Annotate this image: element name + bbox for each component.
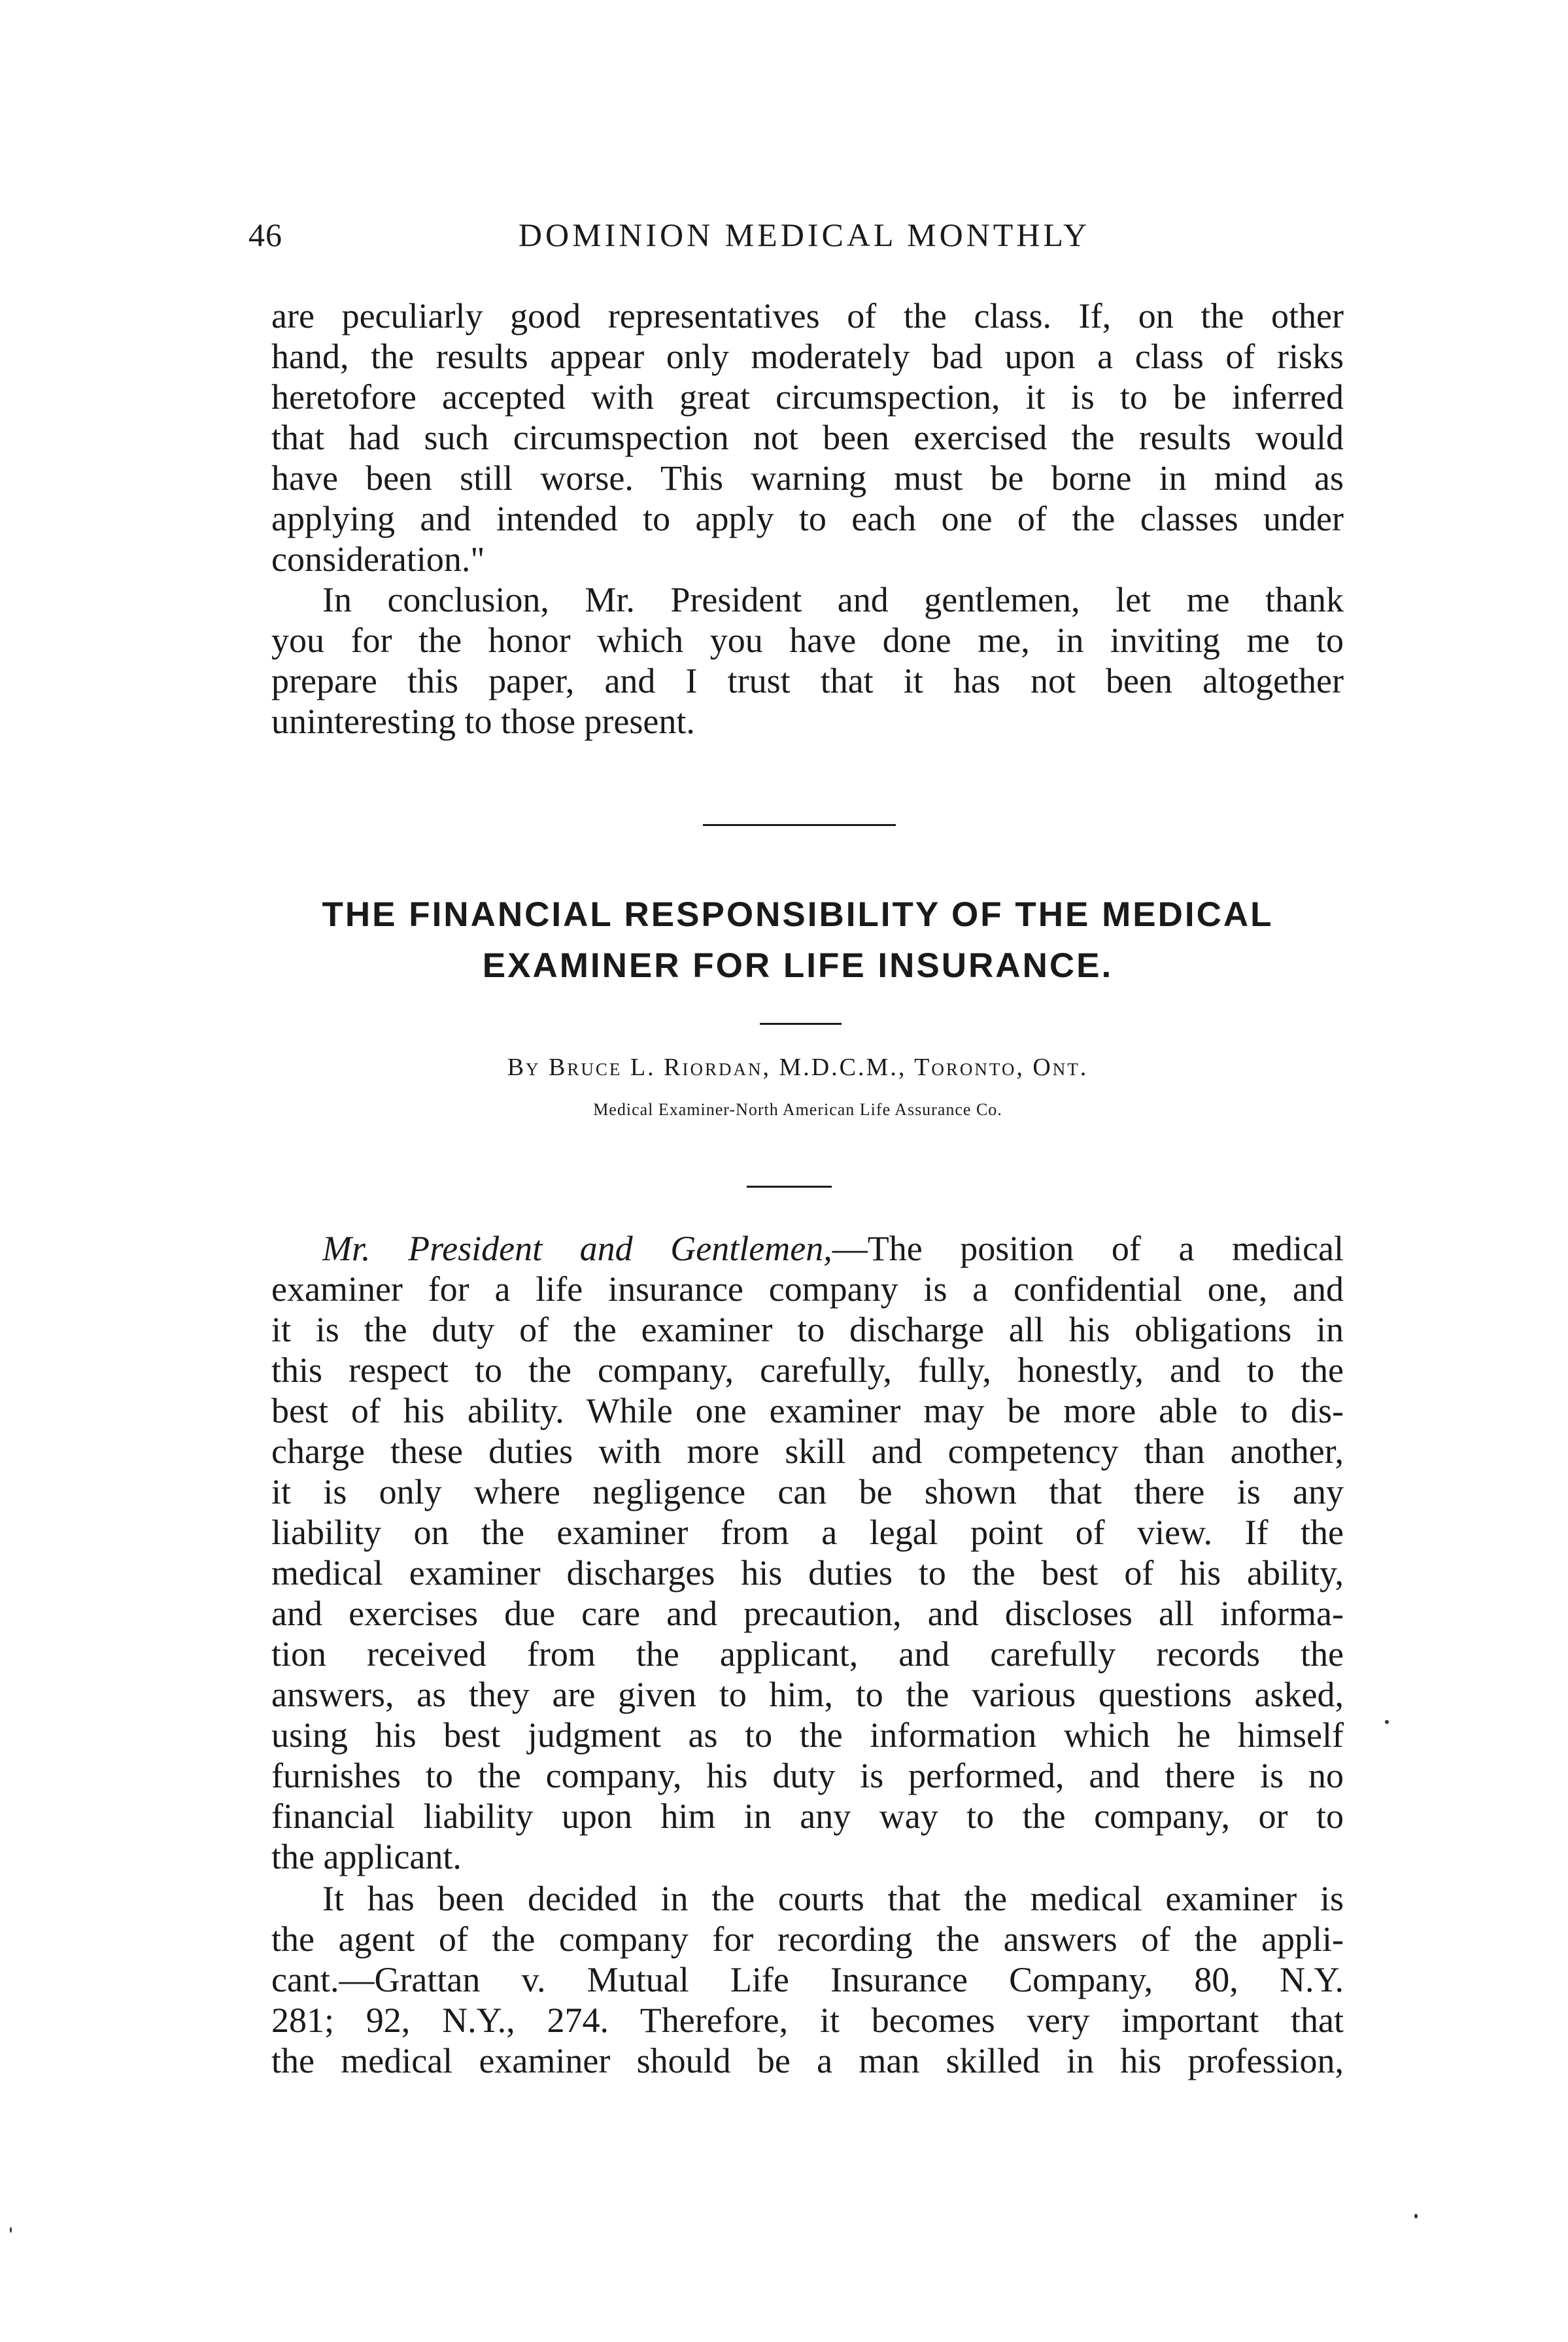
text-line: have been still worse. This warning must be borne in mind as [271,458,1344,498]
text-line: the agent of the company for recording the answers of the appli- [271,1920,1344,1959]
text-line: are peculiarly good representatives of the class. If, on the other [271,296,1344,336]
text-line: you for the honor which you have done me, in inviting me to [271,621,1344,660]
scan-speck [10,2227,12,2233]
salutation: Mr. President and Gentlemen, [322,1229,832,1268]
page-number: 46 [248,216,282,253]
article-title-line: EXAMINER FOR LIFE INSURANCE. [482,946,1114,985]
first-line-rest: —The position of a medical [832,1229,1344,1268]
text-line: it is only where negligence can be shown that there is any [271,1472,1344,1511]
text-line: prepare this paper, and I trust that it has not been altogether [271,661,1344,700]
scan-speck [1385,1720,1389,1724]
text-line: furnishes to the company, his duty is performed, and there is no [271,1756,1344,1795]
article-paragraph-1 [271,1228,1344,1877]
text-line [271,1228,1344,1269]
text-line: tion received from the applicant, and carefully records the [271,1634,1344,1674]
author-affiliation: Medical Examiner-North American Life Assurance Co. [593,1100,1002,1119]
continuation-text [271,296,1344,742]
article-paragraph-2 [271,1878,1344,2081]
text-line: It has been decided in the courts that the medical examiner is [322,1879,1344,1918]
text-line: using his best judgment as to the information which he himself [271,1715,1344,1755]
text-line: liability on the examiner from a legal point of view. If the [271,1513,1344,1552]
text-line: medical examiner discharges his duties to the best of his ability, [271,1553,1344,1593]
section-divider [703,824,896,826]
text-line: the medical examiner should be a man skilled in his profession, [271,2041,1344,2080]
article-title-line: THE FINANCIAL RESPONSIBILITY OF THE MEDICAL [322,895,1274,934]
text-line: hand, the results appear only moderately bad upon a class of risks [271,337,1344,376]
text-line: that had such circumspection not been exercised the results would [271,418,1344,457]
text-line: charge these duties with more skill and competency than another, [271,1432,1344,1471]
text-line: applying and intended to apply to each one of the classes under [271,499,1344,538]
text-line: 281; 92, N.Y., 274. Therefore, it becomes very important that [271,2001,1344,2040]
text-line: heretofore accepted with great circumspection, it is to be inferred [271,377,1344,417]
text-line: examiner for a life insurance company is a confidential one, and [271,1269,1344,1309]
running-head [248,216,1347,262]
text-line: this respect to the company, carefully, fully, honestly, and to the [271,1351,1344,1390]
title-divider [760,1023,842,1025]
text-line: answers, as they are given to him, to the various questions asked, [271,1675,1344,1714]
scan-speck [1414,2214,1418,2218]
text-line: cant.—Grattan v. Mutual Life Insurance Company, 80, N.Y. [271,1960,1344,1999]
text-line: and exercises due care and precaution, and discloses all informa- [271,1594,1344,1633]
text-line: uninteresting to those present. [271,702,695,741]
byline-divider [747,1186,832,1188]
text-line: consideration." [271,540,485,579]
text-line: In conclusion, Mr. President and gentlemen, let me thank [322,580,1344,619]
text-line: best of his ability. While one examiner may be more able to dis- [271,1391,1344,1430]
text-line: financial liability upon him in any way to the company, or to [271,1797,1344,1836]
article-title [248,889,1347,991]
author-byline: By Bruce L. Riordan, M.D.C.M., Toronto, Ont. [507,1054,1089,1081]
text-line: it is the duty of the examiner to discharge all his obligations in [271,1310,1344,1349]
text-line: the applicant. [271,1837,462,1876]
journal-title: DOMINION MEDICAL MONTHLY [518,216,1091,253]
